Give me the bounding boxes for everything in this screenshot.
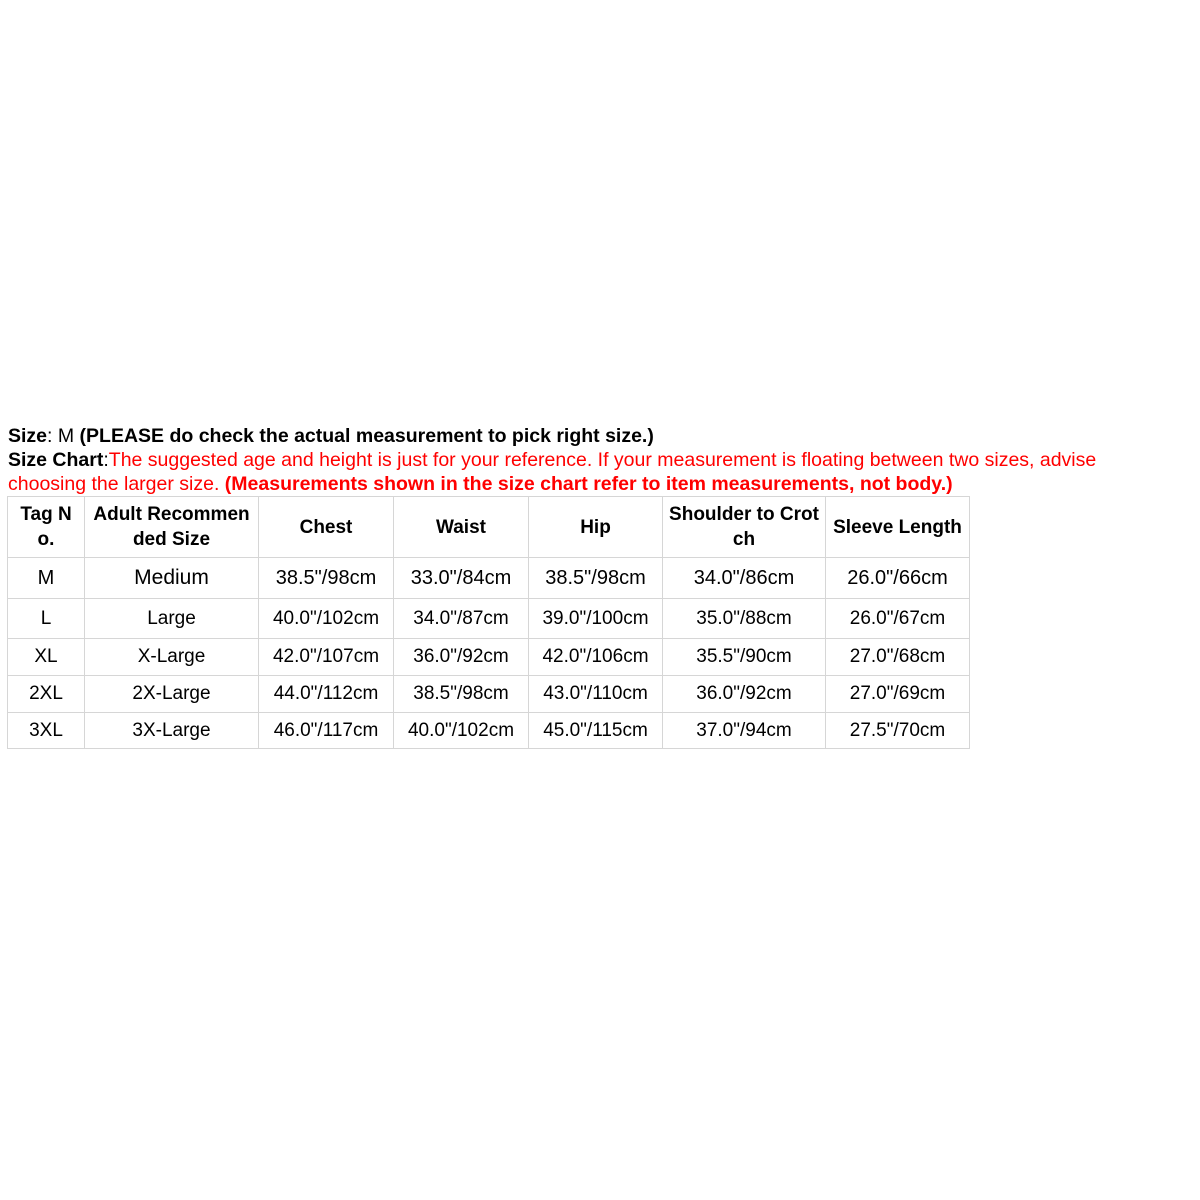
size-chart-label: Size Chart <box>8 449 104 471</box>
size-table <box>7 496 970 749</box>
cell-tag: XL <box>8 639 85 676</box>
size-label: Size <box>8 425 48 447</box>
cell-hip: 38.5"/98cm <box>529 558 663 599</box>
cell-chest: 42.0"/107cm <box>259 639 394 676</box>
cell-waist: 38.5"/98cm <box>394 676 529 713</box>
cell-shoulder-to-crotch: 37.0"/94cm <box>663 713 826 749</box>
table-row <box>8 599 970 639</box>
cell-chest: 40.0"/102cm <box>259 599 394 639</box>
cell-tag: 2XL <box>8 676 85 713</box>
header-adult-size: Adult Recommended Size <box>85 497 259 558</box>
cell-tag: L <box>8 599 85 639</box>
cell-sleeve-length: 27.0"/69cm <box>826 676 970 713</box>
size-value: : M <box>47 425 80 447</box>
header-hip: Hip <box>529 497 663 558</box>
cell-tag: 3XL <box>8 713 85 749</box>
header-waist: Waist <box>394 497 529 558</box>
size-chart-note-cont: choosing the larger size. <box>8 473 225 495</box>
cell-hip: 42.0"/106cm <box>529 639 663 676</box>
size-intro <box>8 424 1194 496</box>
cell-shoulder-to-crotch: 35.5"/90cm <box>663 639 826 676</box>
size-chart-note: The suggested age and height is just for your reference. If your measurement is floating between two sizes, advise <box>108 449 1097 471</box>
cell-waist: 33.0"/84cm <box>394 558 529 599</box>
cell-adult-size: Medium <box>85 558 259 599</box>
cell-chest: 44.0"/112cm <box>259 676 394 713</box>
size-chart-line <box>8 448 1194 472</box>
size-line <box>8 424 1194 448</box>
header-chest: Chest <box>259 497 394 558</box>
cell-adult-size: Large <box>85 599 259 639</box>
cell-shoulder-to-crotch: 34.0"/86cm <box>663 558 826 599</box>
size-chart-colon: : <box>103 449 109 471</box>
cell-hip: 39.0"/100cm <box>529 599 663 639</box>
table-row <box>8 713 970 749</box>
cell-chest: 46.0"/117cm <box>259 713 394 749</box>
size-chart-line-2 <box>8 472 1194 496</box>
table-row <box>8 676 970 713</box>
cell-waist: 40.0"/102cm <box>394 713 529 749</box>
cell-tag: M <box>8 558 85 599</box>
cell-shoulder-to-crotch: 36.0"/92cm <box>663 676 826 713</box>
cell-hip: 43.0"/110cm <box>529 676 663 713</box>
table-row <box>8 639 970 676</box>
cell-waist: 34.0"/87cm <box>394 599 529 639</box>
size-note: (PLEASE do check the actual measurement to pick right size.) <box>79 425 654 447</box>
cell-sleeve-length: 26.0"/67cm <box>826 599 970 639</box>
cell-adult-size: X-Large <box>85 639 259 676</box>
cell-chest: 38.5"/98cm <box>259 558 394 599</box>
table-row <box>8 558 970 599</box>
cell-waist: 36.0"/92cm <box>394 639 529 676</box>
header-tag-no: Tag No. <box>8 497 85 558</box>
cell-hip: 45.0"/115cm <box>529 713 663 749</box>
cell-adult-size: 3X-Large <box>85 713 259 749</box>
cell-shoulder-to-crotch: 35.0"/88cm <box>663 599 826 639</box>
header-sleeve-length: Sleeve Length <box>826 497 970 558</box>
cell-adult-size: 2X-Large <box>85 676 259 713</box>
cell-sleeve-length: 26.0"/66cm <box>826 558 970 599</box>
header-shoulder-to-crotch: Shoulder to Crotch <box>663 497 826 558</box>
table-header-row <box>8 497 970 558</box>
size-chart-warning: (Measurements shown in the size chart refer to item measurements, not body.) <box>224 473 953 495</box>
cell-sleeve-length: 27.0"/68cm <box>826 639 970 676</box>
cell-sleeve-length: 27.5"/70cm <box>826 713 970 749</box>
